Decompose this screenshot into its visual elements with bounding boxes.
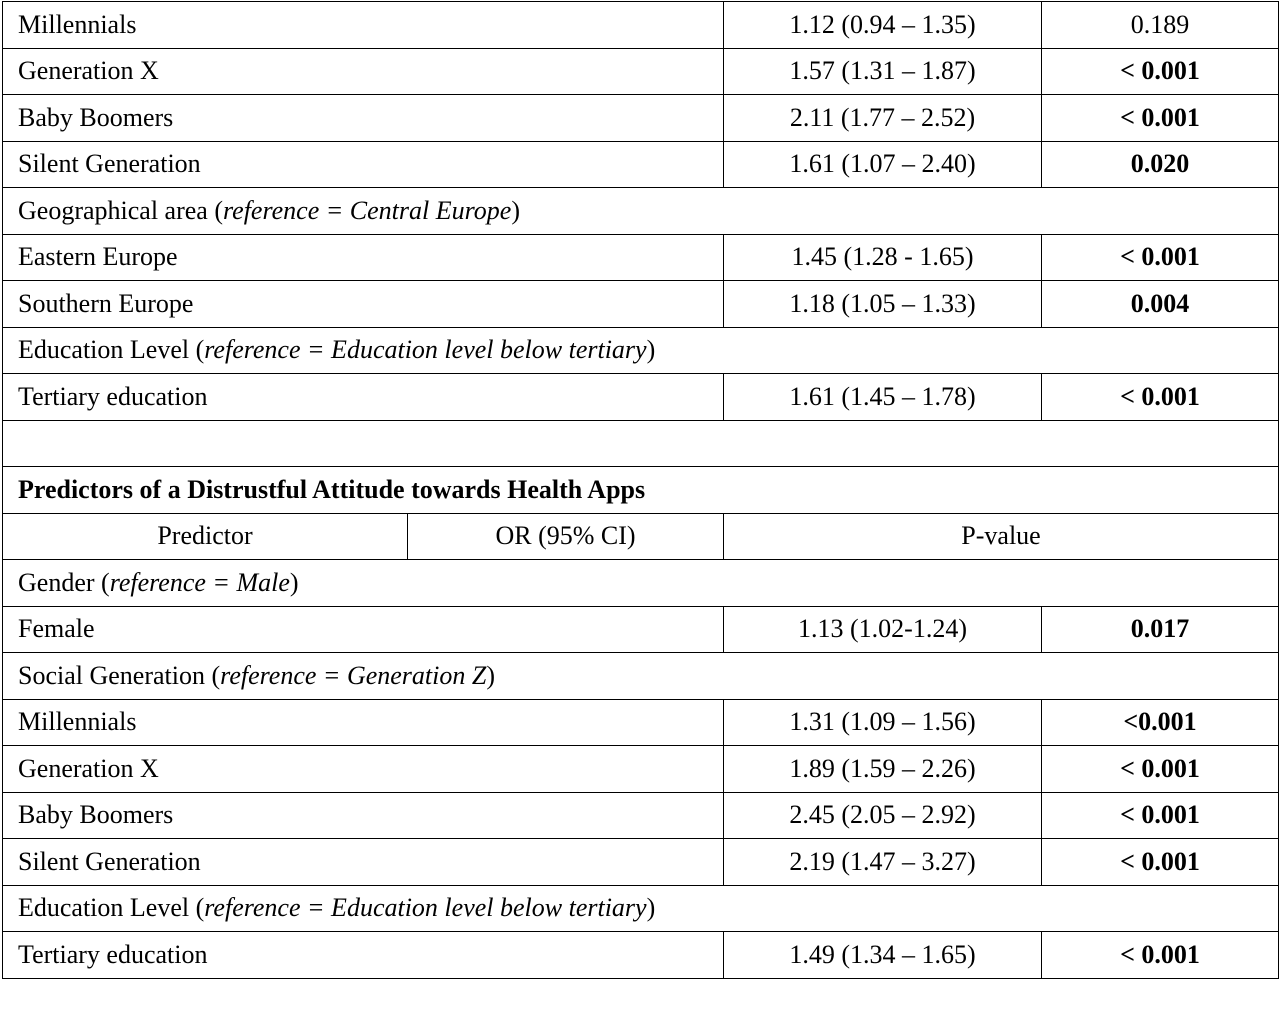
odds-ratio-cell: 1.61 (1.07 – 2.40) xyxy=(724,141,1042,188)
table-row xyxy=(3,2,1279,49)
p-value-cell: < 0.001 xyxy=(1042,792,1279,839)
group-name: Geographical area xyxy=(18,195,208,225)
table-row xyxy=(3,95,1279,142)
group-header-row xyxy=(3,885,1279,932)
table-row xyxy=(3,792,1279,839)
group-reference: reference = Male xyxy=(109,567,290,597)
predictors-table xyxy=(2,1,1279,979)
group-name: Social Generation xyxy=(18,660,205,690)
predictor-cell: Southern Europe xyxy=(3,281,724,328)
spacer-row xyxy=(3,420,1279,467)
group-name: Education Level xyxy=(18,893,190,923)
group-header-cell xyxy=(3,653,1279,700)
p-value-cell: <0.001 xyxy=(1042,699,1279,746)
odds-ratio-cell: 2.19 (1.47 – 3.27) xyxy=(724,839,1042,886)
table-row xyxy=(3,374,1279,421)
predictor-cell: Silent Generation xyxy=(3,839,724,886)
group-paren-close: ) xyxy=(289,567,299,597)
section-1-body xyxy=(3,2,1279,421)
odds-ratio-cell: 1.57 (1.31 – 1.87) xyxy=(724,48,1042,95)
table-row xyxy=(3,746,1279,793)
table-row xyxy=(3,606,1279,653)
predictor-cell: Millennials xyxy=(3,2,724,49)
p-value-cell: < 0.001 xyxy=(1042,374,1279,421)
predictor-cell: Baby Boomers xyxy=(3,792,724,839)
odds-ratio-cell: 1.49 (1.34 – 1.65) xyxy=(724,932,1042,979)
predictor-cell: Eastern Europe xyxy=(3,234,724,281)
group-header-cell xyxy=(3,560,1279,607)
odds-ratio-cell: 1.45 (1.28 - 1.65) xyxy=(724,234,1042,281)
table-row xyxy=(3,932,1279,979)
or-header: OR (95% CI) xyxy=(408,513,724,560)
section-title-row xyxy=(3,467,1279,514)
section-2-head xyxy=(3,467,1279,560)
group-header-cell xyxy=(3,327,1279,374)
section-title: Predictors of a Distrustful Attitude towards Health Apps xyxy=(3,467,1279,514)
group-reference: reference = Education level below tertiary xyxy=(204,335,647,365)
column-header-row xyxy=(3,513,1279,560)
group-header-row xyxy=(3,327,1279,374)
predictor-cell: Millennials xyxy=(3,699,724,746)
p-value-cell: < 0.001 xyxy=(1042,746,1279,793)
odds-ratio-cell: 2.45 (2.05 – 2.92) xyxy=(724,792,1042,839)
table-row xyxy=(3,839,1279,886)
predictor-cell: Generation X xyxy=(3,746,724,793)
table-row xyxy=(3,141,1279,188)
odds-ratio-cell: 1.31 (1.09 – 1.56) xyxy=(724,699,1042,746)
group-name: Gender xyxy=(18,567,95,597)
predictor-cell: Generation X xyxy=(3,48,724,95)
group-paren-close: ) xyxy=(646,335,656,365)
p-value-cell: < 0.001 xyxy=(1042,95,1279,142)
table-row xyxy=(3,48,1279,95)
group-paren-open: ( xyxy=(189,893,205,923)
p-value-cell: < 0.001 xyxy=(1042,839,1279,886)
odds-ratio-cell: 1.18 (1.05 – 1.33) xyxy=(724,281,1042,328)
odds-ratio-cell: 2.11 (1.77 – 2.52) xyxy=(724,95,1042,142)
section-2-body xyxy=(3,560,1279,979)
p-value-cell: < 0.001 xyxy=(1042,932,1279,979)
predictor-cell: Baby Boomers xyxy=(3,95,724,142)
p-value-cell: < 0.001 xyxy=(1042,48,1279,95)
group-paren-open: ( xyxy=(207,195,223,225)
group-header-cell xyxy=(3,885,1279,932)
group-paren-close: ) xyxy=(486,660,496,690)
predictor-header: Predictor xyxy=(3,513,408,560)
odds-ratio-cell: 1.13 (1.02-1.24) xyxy=(724,606,1042,653)
table-row xyxy=(3,234,1279,281)
group-reference: reference = Education level below tertiary xyxy=(204,893,647,923)
spacer-cell xyxy=(3,420,1279,467)
group-paren-open: ( xyxy=(94,567,110,597)
predictor-cell: Silent Generation xyxy=(3,141,724,188)
p-value-cell: 0.017 xyxy=(1042,606,1279,653)
predictor-cell: Tertiary education xyxy=(3,932,724,979)
predictor-cell: Female xyxy=(3,606,724,653)
group-paren-open: ( xyxy=(205,660,221,690)
p-value-cell: < 0.001 xyxy=(1042,234,1279,281)
group-paren-close: ) xyxy=(646,893,656,923)
predictor-cell: Tertiary education xyxy=(3,374,724,421)
group-name: Education Level xyxy=(18,335,190,365)
group-reference: reference = Generation Z xyxy=(220,660,487,690)
p-value-cell: 0.004 xyxy=(1042,281,1279,328)
group-header-row xyxy=(3,653,1279,700)
table-row xyxy=(3,281,1279,328)
group-header-row xyxy=(3,560,1279,607)
odds-ratio-cell: 1.12 (0.94 – 1.35) xyxy=(724,2,1042,49)
group-paren-open: ( xyxy=(189,335,205,365)
group-paren-close: ) xyxy=(511,195,520,225)
odds-ratio-cell: 1.61 (1.45 – 1.78) xyxy=(724,374,1042,421)
section-spacer xyxy=(3,420,1279,467)
table-row xyxy=(3,699,1279,746)
group-reference: reference = Central Europe xyxy=(223,195,512,225)
p-value-header: P-value xyxy=(724,513,1279,560)
odds-ratio-cell: 1.89 (1.59 – 2.26) xyxy=(724,746,1042,793)
group-header-cell xyxy=(3,188,1279,235)
p-value-cell: 0.189 xyxy=(1042,2,1279,49)
p-value-cell: 0.020 xyxy=(1042,141,1279,188)
group-header-row xyxy=(3,188,1279,235)
